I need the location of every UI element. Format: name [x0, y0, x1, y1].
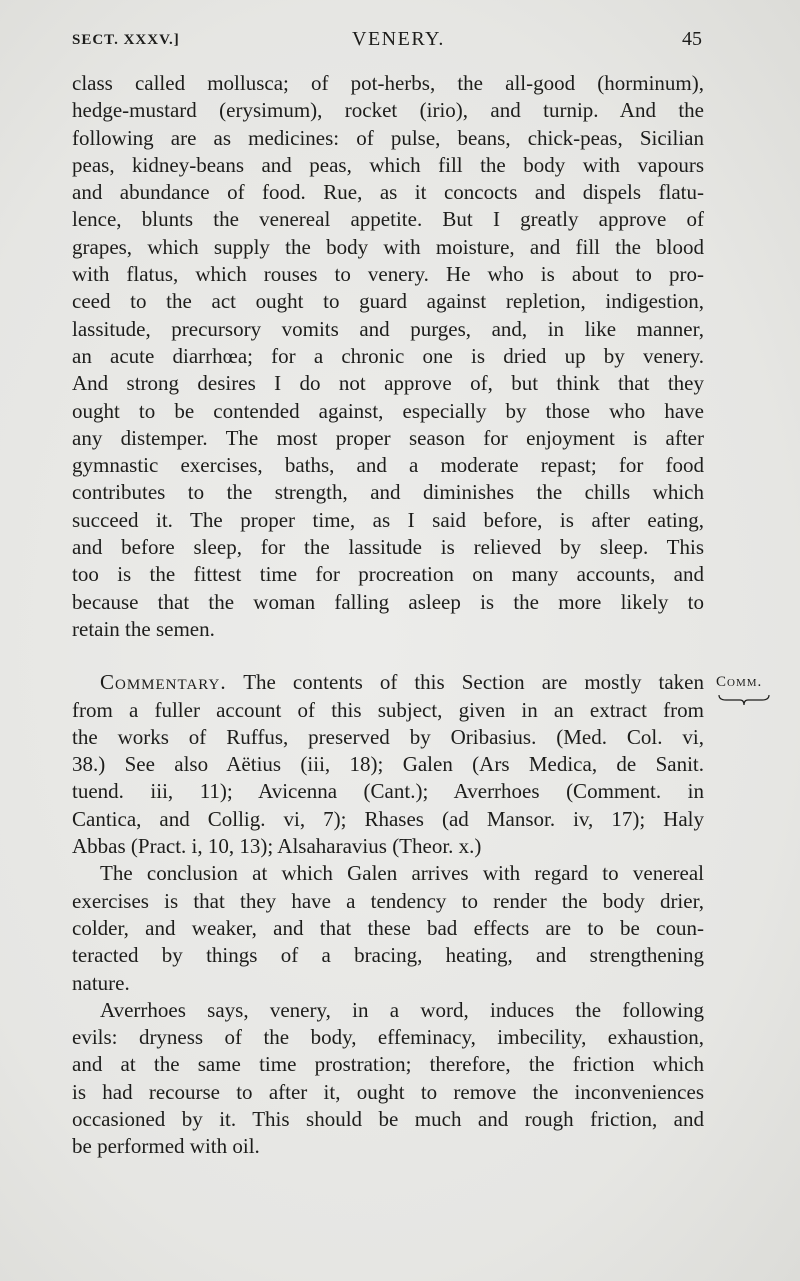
running-title: VENERY. [352, 28, 445, 50]
text-line: class called mollusca; of pot-herbs, the all-good (horminum), [72, 71, 704, 95]
text-line: exercises is that they have a tendency to render the body drier, [72, 888, 704, 913]
text-line: ceed to the act ought to guard against repletion, indigestion, [72, 289, 704, 314]
text-line: the works of Ruffus, preserved by Oribasius. (Med. Col. vi, [72, 724, 704, 749]
margin-note: Comm. [716, 674, 763, 690]
text-line: and at the same time prostration; therefore, the friction which [72, 1052, 704, 1077]
text-line: The conclusion at which Galen arrives with regard to venereal [100, 861, 704, 886]
text-line: grapes, which supply the body with moisture, and fill the blood [72, 234, 704, 259]
main-text [72, 70, 704, 1161]
text-line: is had recourse to after it, ought to remove the inconveniences [72, 1079, 704, 1104]
text-line [72, 669, 704, 696]
commentary-first-line: The contents of this Section are mostly taken [226, 670, 704, 695]
section-reference: SECT. XXXV.] [72, 32, 180, 48]
text-line: gymnastic exercises, baths, and a moderate repast; for food [72, 453, 704, 478]
galen-paragraph [72, 860, 704, 996]
text-line: from a fuller account of this subject, given in an extract from [72, 697, 704, 722]
paragraph-gap [72, 643, 704, 669]
text-line: And strong desires I do not approve of, but think that they [72, 371, 704, 396]
text-line: nature. [72, 970, 130, 995]
text-line: an acute diarrhœa; for a chronic one is dried up by venery. [72, 343, 704, 368]
text-line: contributes to the strength, and diminishes the chills which [72, 480, 704, 505]
running-header [72, 28, 702, 54]
page-number: 45 [682, 28, 702, 50]
text-line: succeed it. The proper time, as I said before, is after eating, [72, 507, 704, 532]
paragraph-continuation [72, 70, 704, 643]
text-line: colder, and weaker, and that these bad effects are to be coun- [72, 915, 704, 940]
text-line: be performed with oil. [72, 1134, 260, 1159]
commentary-label: Commentary. [100, 670, 227, 695]
text-line: with flatus, which rouses to venery. He who is about to pro- [72, 262, 704, 287]
text-line: ought to be contended against, especially by those who have [72, 398, 704, 423]
text-line: because that the woman falling asleep is the more likely to [72, 589, 704, 614]
text-line: peas, kidney-beans and peas, which fill the body with vapours [72, 152, 704, 177]
text-line: hedge-mustard (erysimum), rocket (irio), and turnip. And the [72, 98, 704, 123]
text-line: retain the semen. [72, 616, 215, 641]
text-line: 38.) See also Aëtius (iii, 18); Galen (Ars Medica, de Sanit. [72, 752, 704, 777]
text-line: any distemper. The most proper season for enjoyment is after [72, 425, 704, 450]
text-line: occasioned by it. This should be much and rough friction, and [72, 1106, 704, 1131]
averrhoes-paragraph [72, 997, 704, 1161]
text-line: lassitude, precursory vomits and purges, and, in like manner, [72, 316, 704, 341]
text-line: and before sleep, for the lassitude is relieved by sleep. This [72, 535, 704, 560]
text-line: Abbas (Pract. i, 10, 13); Alsaharavius (Theor. x.) [72, 834, 482, 859]
commentary-paragraph [72, 669, 704, 860]
text-line: Averrhoes says, venery, in a word, induces the following [100, 997, 704, 1022]
text-line: tuend. iii, 11); Avicenna (Cant.); Averrhoes (Comment. in [72, 779, 704, 804]
text-line: Cantica, and Collig. vi, 7); Rhases (ad Mansor. iv, 17); Haly [72, 806, 704, 831]
brace-icon [718, 693, 770, 707]
text-line: and abundance of food. Rue, as it concocts and dispels flatu- [72, 180, 704, 205]
text-line: following are as medicines: of pulse, beans, chick-peas, Sicilian [72, 125, 704, 150]
text-line: evils: dryness of the body, effeminacy, imbecility, exhaustion, [72, 1025, 704, 1050]
text-line: teracted by things of a bracing, heating, and strengthening [72, 943, 704, 968]
text-line: lence, blunts the venereal appetite. But I greatly approve of [72, 207, 704, 232]
text-line: too is the fittest time for procreation on many accounts, and [72, 562, 704, 587]
